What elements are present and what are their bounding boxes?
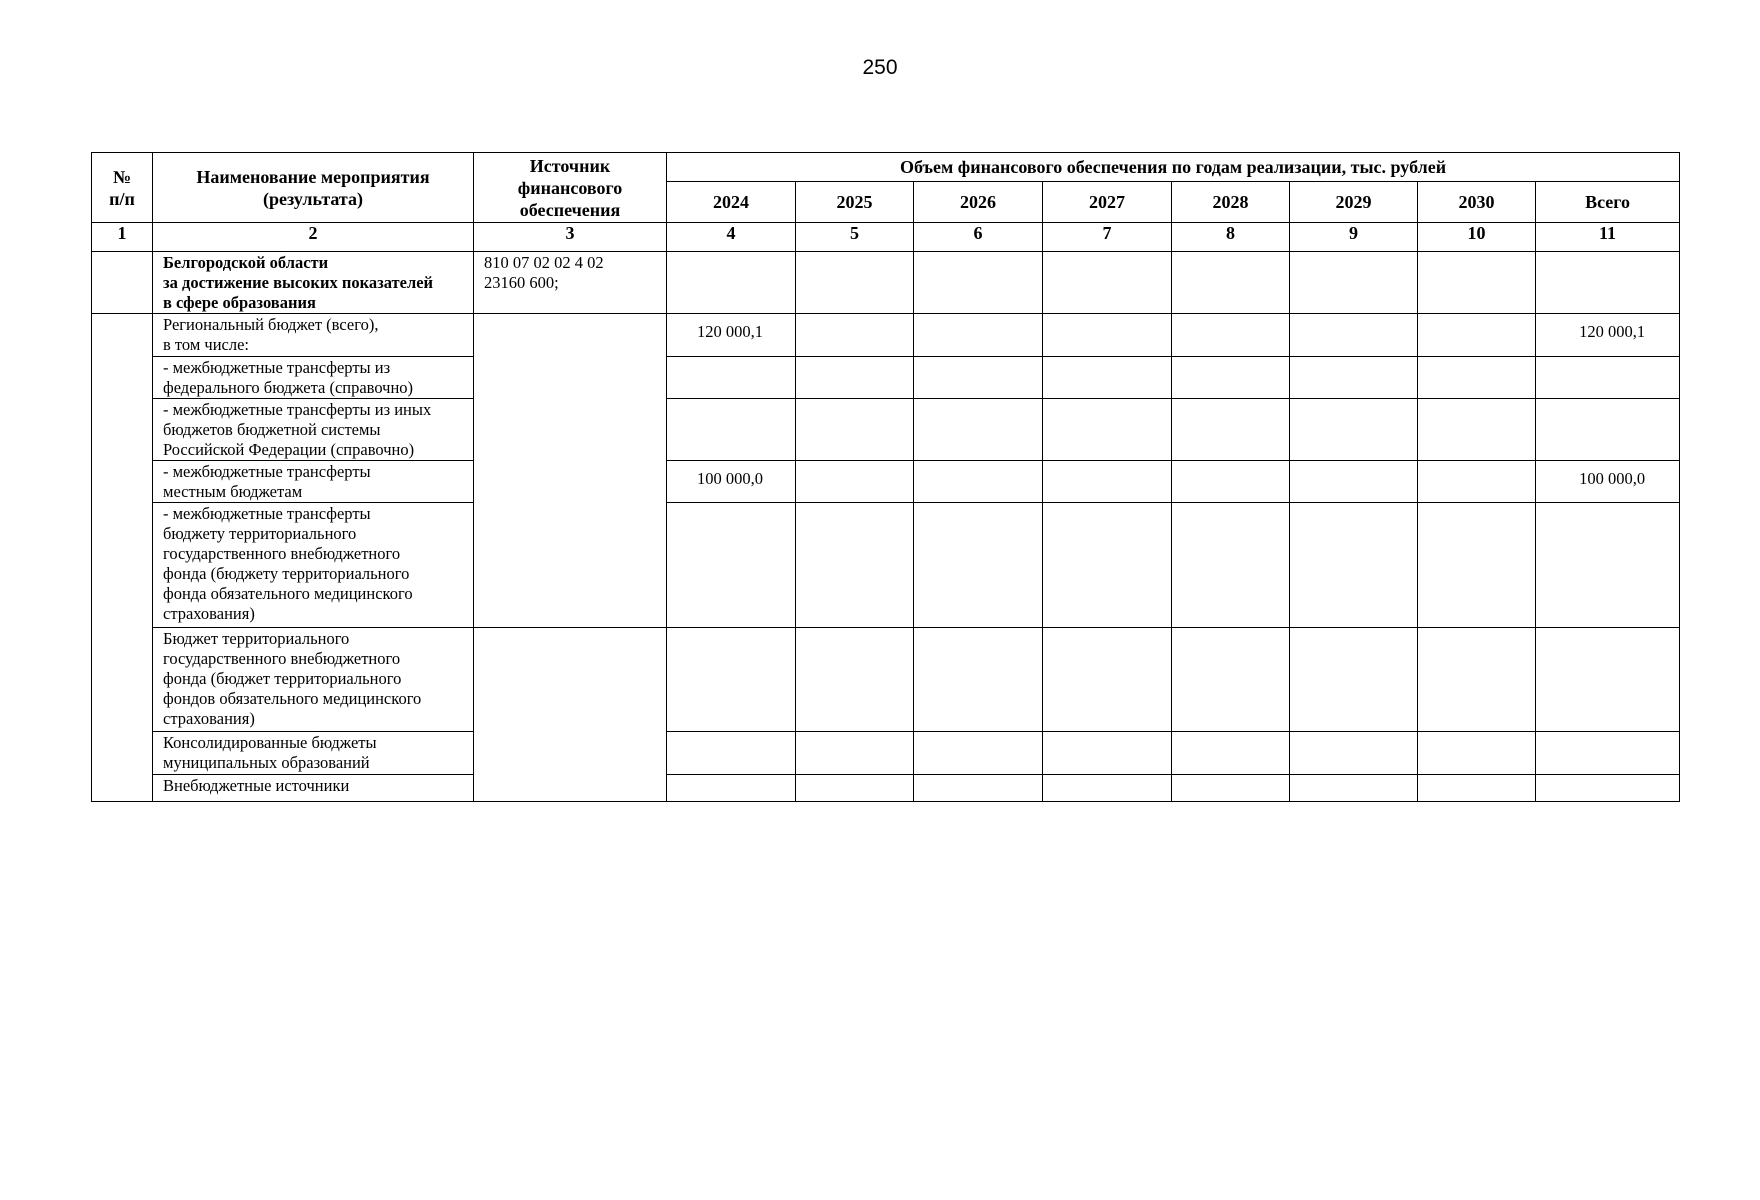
value-cell-2026 bbox=[914, 503, 1043, 628]
value-cell-2026 bbox=[914, 775, 1043, 802]
value-cell-2026 bbox=[914, 357, 1043, 399]
row-name-line: страхования) bbox=[163, 709, 255, 728]
col-number: 6 bbox=[914, 223, 1043, 252]
col-number: 3 bbox=[474, 223, 667, 252]
value-cell-total: 100 000,0 bbox=[1536, 461, 1680, 503]
value-cell-2028 bbox=[1172, 357, 1290, 399]
col-number: 2 bbox=[153, 223, 474, 252]
row-name-line: - межбюджетные трансферты из иных bbox=[163, 400, 432, 419]
value-cell-2027 bbox=[1043, 732, 1172, 775]
header-year-2030: 2030 bbox=[1418, 182, 1536, 223]
value-cell-2024: 120 000,1 bbox=[667, 314, 796, 357]
row-name-line: - межбюджетные трансферты из bbox=[163, 358, 391, 377]
value-cell-2029 bbox=[1290, 775, 1418, 802]
row-name-cell bbox=[153, 314, 474, 357]
row-name-line: фондов обязательного медицинского bbox=[163, 689, 422, 708]
value-cell-2029 bbox=[1290, 461, 1418, 503]
row-name-line: Внебюджетные источники bbox=[163, 776, 350, 795]
value-cell-2025 bbox=[796, 628, 914, 732]
row-name-line: фонда (бюджету территориального bbox=[163, 564, 410, 583]
value-cell-2024: 100 000,0 bbox=[667, 461, 796, 503]
table-row bbox=[92, 775, 1680, 802]
row-no-cell bbox=[92, 252, 153, 314]
col-number: 4 bbox=[667, 223, 796, 252]
value-cell-2028 bbox=[1172, 503, 1290, 628]
header-year-2028: 2028 bbox=[1172, 182, 1290, 223]
value-cell-2024 bbox=[667, 732, 796, 775]
value-cell-2028 bbox=[1172, 252, 1290, 314]
col-number: 7 bbox=[1043, 223, 1172, 252]
value-cell-2029 bbox=[1290, 357, 1418, 399]
table-row bbox=[92, 399, 1680, 461]
table-row bbox=[92, 252, 1680, 314]
value-cell-2027 bbox=[1043, 399, 1172, 461]
value-cell-2025 bbox=[796, 775, 914, 802]
row-name-line: Региональный бюджет (всего), bbox=[163, 315, 379, 334]
financing-table bbox=[91, 152, 1680, 802]
row-name-line: за достижение высоких показателей bbox=[163, 273, 434, 292]
value-cell-total bbox=[1536, 775, 1680, 802]
row-name-cell bbox=[153, 628, 474, 732]
value-cell-2024 bbox=[667, 503, 796, 628]
col-number: 5 bbox=[796, 223, 914, 252]
header-col-no-line1: № bbox=[112, 166, 132, 187]
page-number: 250 bbox=[862, 56, 898, 79]
row-name-line: в том числе: bbox=[163, 335, 250, 354]
header-col-source bbox=[474, 153, 667, 223]
row-name-cell bbox=[153, 732, 474, 775]
value-cell-total bbox=[1536, 628, 1680, 732]
value-cell-total bbox=[1536, 399, 1680, 461]
row-name-cell bbox=[153, 399, 474, 461]
column-number-row bbox=[92, 223, 1680, 252]
value-cell-2028 bbox=[1172, 775, 1290, 802]
header-col-no-line2: п/п bbox=[109, 188, 135, 209]
row-name-line: Российской Федерации (справочно) bbox=[163, 440, 415, 459]
value-cell-2028 bbox=[1172, 732, 1290, 775]
value-cell-2026 bbox=[914, 314, 1043, 357]
value-cell-2025 bbox=[796, 503, 914, 628]
value-cell-total: 120 000,1 bbox=[1536, 314, 1680, 357]
value-cell-2027 bbox=[1043, 461, 1172, 503]
value-cell-2029 bbox=[1290, 314, 1418, 357]
value-cell-2026 bbox=[914, 461, 1043, 503]
row-name-line: - межбюджетные трансферты bbox=[163, 504, 371, 523]
header-row-1 bbox=[92, 153, 1680, 182]
header-col-name-line1: Наименование мероприятия bbox=[196, 166, 430, 187]
value-cell-2027 bbox=[1043, 775, 1172, 802]
value-cell-2024 bbox=[667, 775, 796, 802]
value-cell-2027 bbox=[1043, 314, 1172, 357]
table-row bbox=[92, 461, 1680, 503]
value-cell-2030 bbox=[1418, 357, 1536, 399]
row-name-cell bbox=[153, 252, 474, 314]
header-col-volume: Объем финансового обеспечения по годам реализации, тыс. рублей bbox=[667, 153, 1680, 182]
value-cell-2027 bbox=[1043, 628, 1172, 732]
value-cell-2028 bbox=[1172, 461, 1290, 503]
value-cell-2026 bbox=[914, 252, 1043, 314]
table-row bbox=[92, 314, 1680, 357]
value-cell-2025 bbox=[796, 461, 914, 503]
value-cell-2029 bbox=[1290, 732, 1418, 775]
value-cell-total bbox=[1536, 252, 1680, 314]
value-cell-2030 bbox=[1418, 314, 1536, 357]
value-cell-2030 bbox=[1418, 503, 1536, 628]
header-year-2029: 2029 bbox=[1290, 182, 1418, 223]
row-name-cell bbox=[153, 357, 474, 399]
col-number: 8 bbox=[1172, 223, 1290, 252]
value-cell-2025 bbox=[796, 399, 914, 461]
value-cell-2025 bbox=[796, 732, 914, 775]
value-cell-2030 bbox=[1418, 252, 1536, 314]
row-name-line: федерального бюджета (справочно) bbox=[163, 378, 414, 397]
row-name-cell bbox=[153, 775, 474, 802]
table-row bbox=[92, 732, 1680, 775]
value-cell-2030 bbox=[1418, 775, 1536, 802]
table-row bbox=[92, 628, 1680, 732]
col-number: 11 bbox=[1536, 223, 1680, 252]
row-name-line: бюджетов бюджетной системы bbox=[163, 420, 381, 439]
row-name-line: государственного внебюджетного bbox=[163, 544, 401, 563]
value-cell-2024 bbox=[667, 252, 796, 314]
row-name-line: фонда обязательного медицинского bbox=[163, 584, 413, 603]
value-cell-2028 bbox=[1172, 399, 1290, 461]
value-cell-2028 bbox=[1172, 628, 1290, 732]
header-year-2027: 2027 bbox=[1043, 182, 1172, 223]
value-cell-2026 bbox=[914, 732, 1043, 775]
value-cell-2027 bbox=[1043, 357, 1172, 399]
header-year-2026: 2026 bbox=[914, 182, 1043, 223]
header-col-source-line1: Источник bbox=[529, 155, 611, 176]
value-cell-2025 bbox=[796, 314, 914, 357]
value-cell-total bbox=[1536, 357, 1680, 399]
value-cell-2026 bbox=[914, 399, 1043, 461]
row-no-cell bbox=[92, 314, 153, 802]
row-name-cell bbox=[153, 503, 474, 628]
value-cell-2025 bbox=[796, 357, 914, 399]
value-cell-2024 bbox=[667, 357, 796, 399]
header-col-name bbox=[153, 153, 474, 223]
row-source-cell bbox=[474, 252, 667, 314]
value-cell-2025 bbox=[796, 252, 914, 314]
value-cell-2030 bbox=[1418, 732, 1536, 775]
table-row bbox=[92, 503, 1680, 628]
row-name-line: в сфере образования bbox=[163, 293, 316, 312]
value-cell-2028 bbox=[1172, 314, 1290, 357]
value-cell-2029 bbox=[1290, 399, 1418, 461]
value-cell-total bbox=[1536, 732, 1680, 775]
value-cell-2030 bbox=[1418, 399, 1536, 461]
row-name-line: государственного внебюджетного bbox=[163, 649, 401, 668]
value-cell-2029 bbox=[1290, 628, 1418, 732]
col-number: 9 bbox=[1290, 223, 1418, 252]
value-cell-2027 bbox=[1043, 503, 1172, 628]
value-cell-2030 bbox=[1418, 628, 1536, 732]
header-col-name-line2: (результата) bbox=[263, 188, 363, 209]
row-name-line: муниципальных образований bbox=[163, 753, 370, 772]
header-total: Всего bbox=[1536, 182, 1680, 223]
value-cell-2029 bbox=[1290, 252, 1418, 314]
row-name-line: Белгородской области bbox=[163, 253, 329, 272]
value-cell-2024 bbox=[667, 399, 796, 461]
row-name-line: Консолидированные бюджеты bbox=[163, 733, 377, 752]
header-col-no bbox=[92, 153, 153, 223]
source-code-line: 23160 600; bbox=[484, 273, 559, 292]
value-cell-total bbox=[1536, 503, 1680, 628]
row-name-line: Бюджет территориального bbox=[163, 629, 350, 648]
value-cell-2030 bbox=[1418, 461, 1536, 503]
row-name-line: бюджету территориального bbox=[163, 524, 357, 543]
value-cell-2024 bbox=[667, 628, 796, 732]
value-cell-2027 bbox=[1043, 252, 1172, 314]
value-cell-2029 bbox=[1290, 503, 1418, 628]
row-source-cell bbox=[474, 628, 667, 802]
header-year-2024: 2024 bbox=[667, 182, 796, 223]
header-col-source-line2: финансового bbox=[517, 177, 623, 198]
row-name-line: - межбюджетные трансферты bbox=[163, 462, 371, 481]
header-col-source-line3: обеспечения bbox=[519, 199, 621, 220]
source-code-line: 810 07 02 02 4 02 bbox=[484, 253, 604, 272]
value-cell-2026 bbox=[914, 628, 1043, 732]
row-source-cell bbox=[474, 314, 667, 628]
row-name-cell bbox=[153, 461, 474, 503]
col-number: 1 bbox=[92, 223, 153, 252]
row-name-line: страхования) bbox=[163, 604, 255, 623]
col-number: 10 bbox=[1418, 223, 1536, 252]
header-year-2025: 2025 bbox=[796, 182, 914, 223]
row-name-line: местным бюджетам bbox=[163, 482, 303, 501]
table-row bbox=[92, 357, 1680, 399]
row-name-line: фонда (бюджет территориального bbox=[163, 669, 402, 688]
